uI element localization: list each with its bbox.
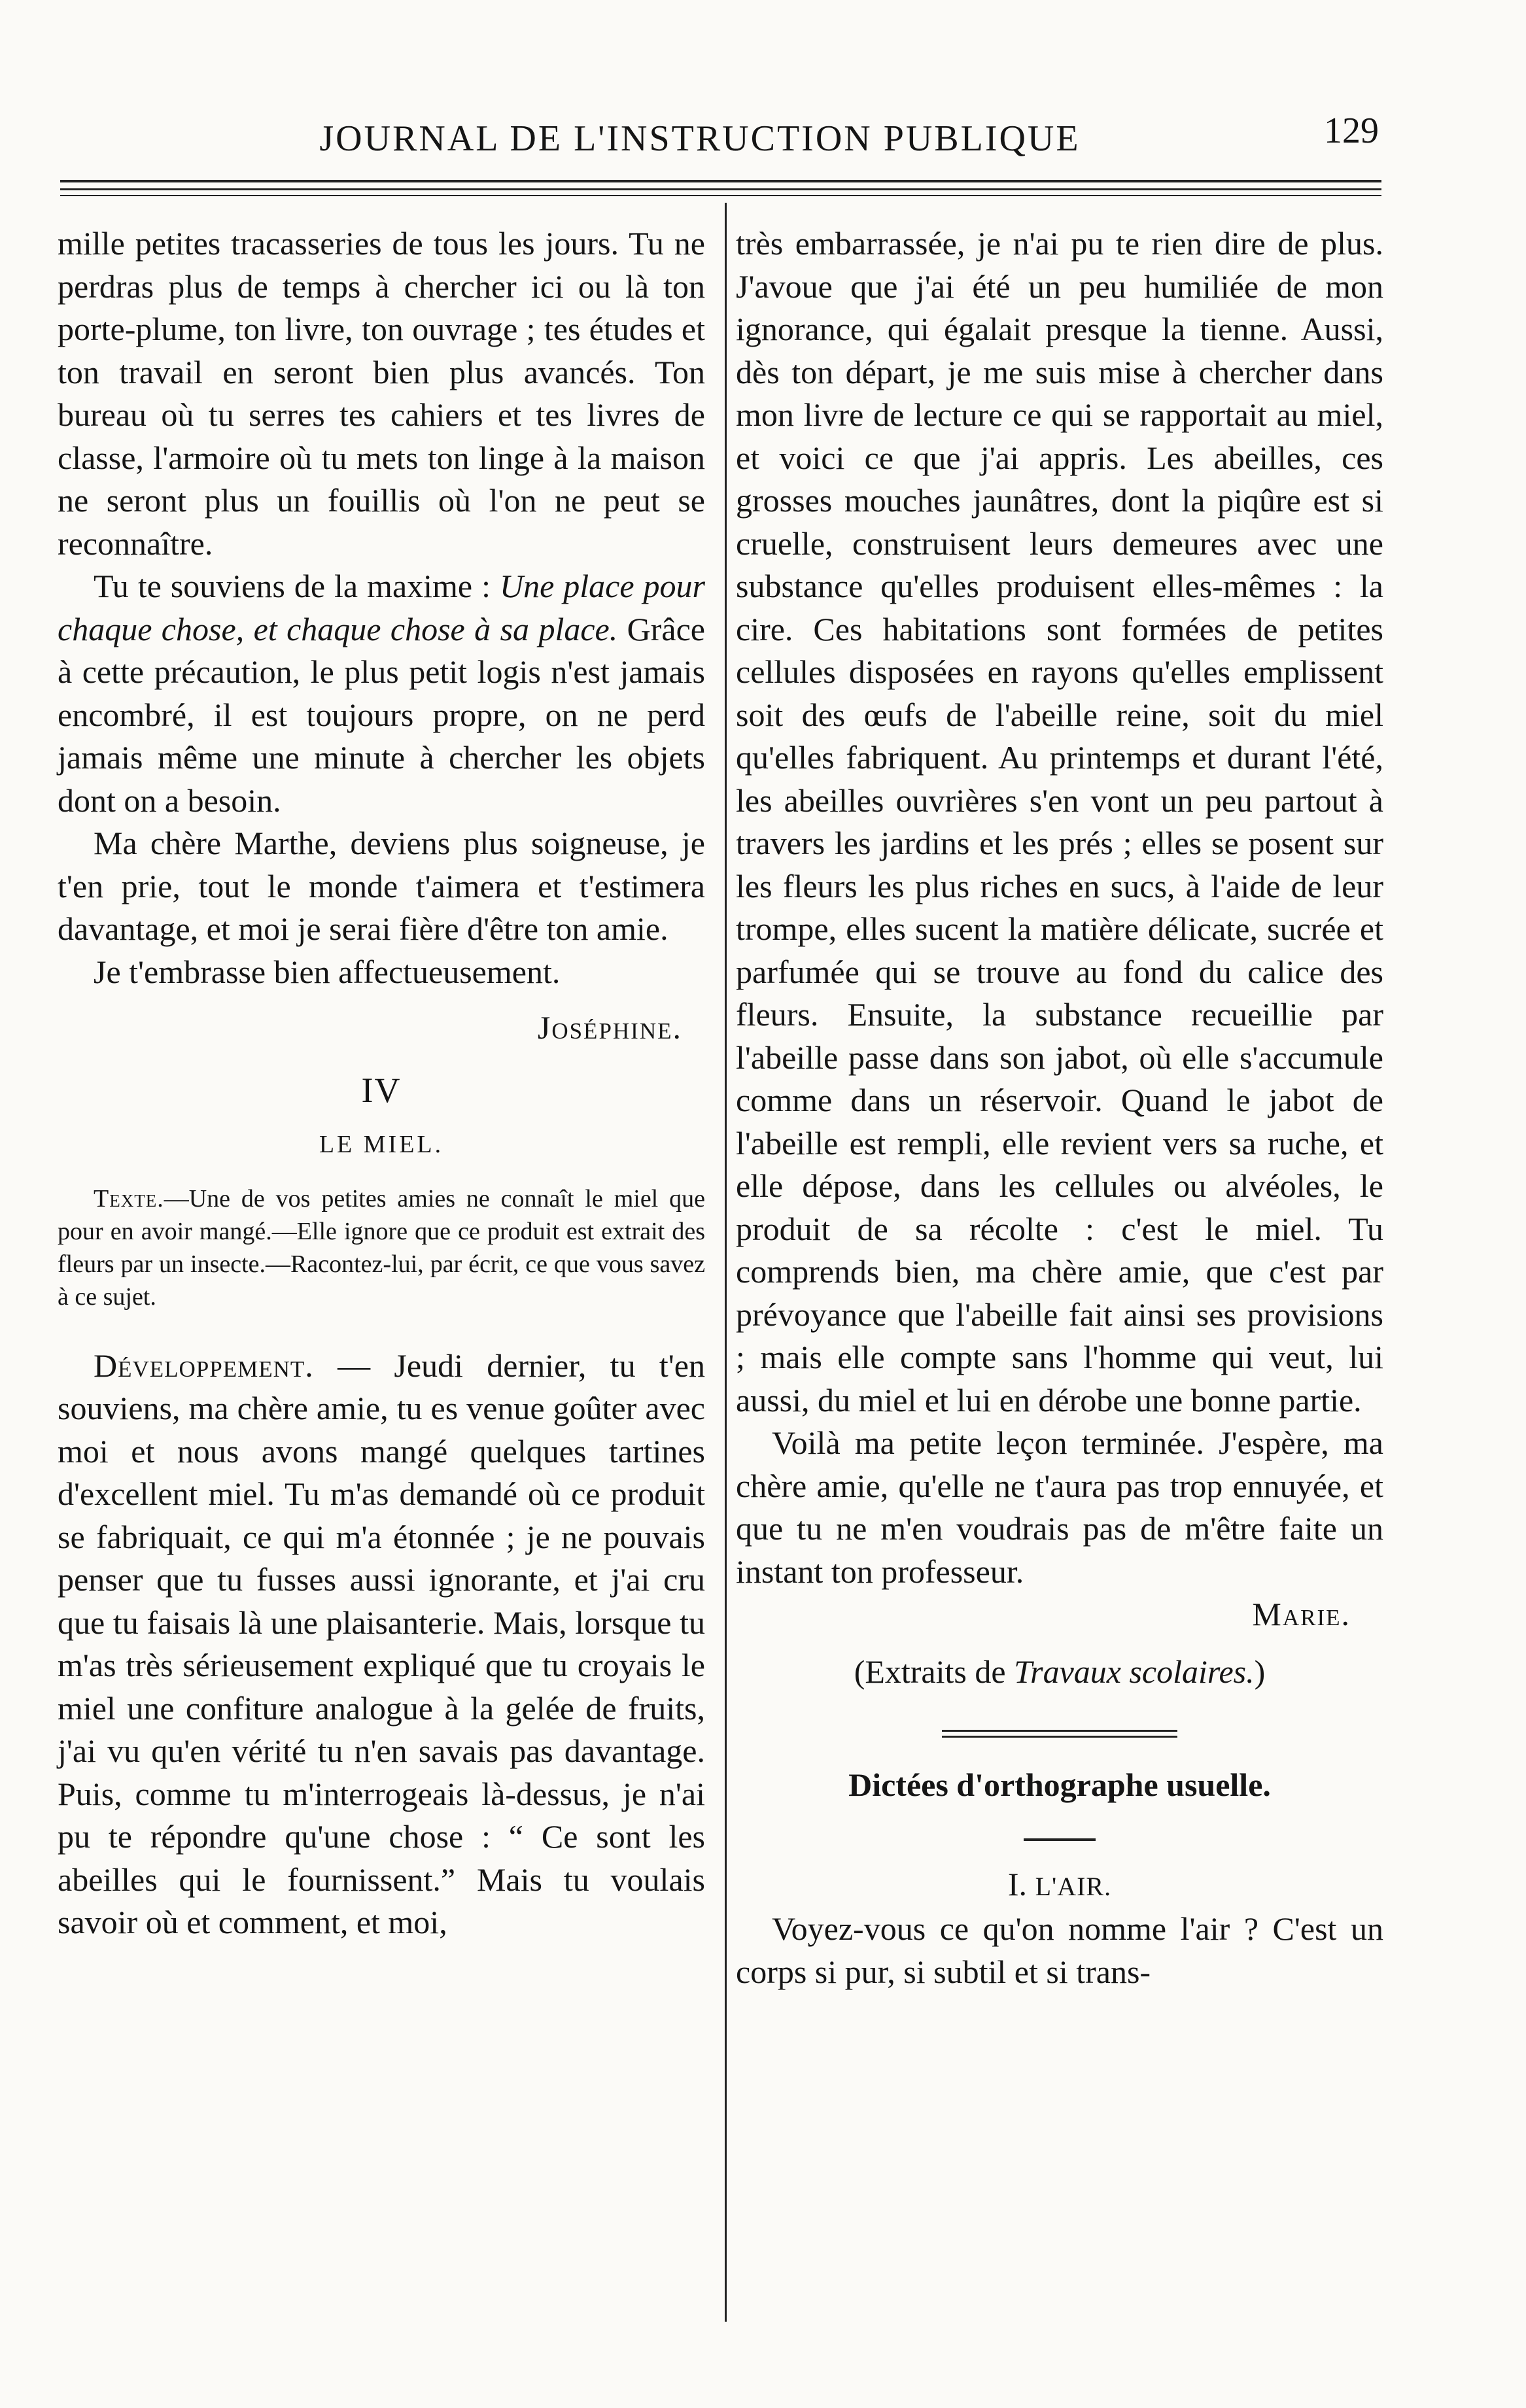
texte-body: —Une de vos petites amies ne connaît le miel que pour en avoir mangé.—Elle ignore que ce produit est extrait des fleurs par un insecte.—Racontez-lui, par écrit, ce que vous savez à ce sujet. bbox=[58, 1184, 705, 1311]
development-label: Développement. bbox=[94, 1347, 314, 1384]
development-paragraph bbox=[58, 1345, 705, 1944]
source-citation: (Extraits de Travaux scolaires.) bbox=[854, 1653, 1266, 1690]
development-body: — Jeudi dernier, tu t'en souviens, ma chère amie, tu es venue goûter avec moi et nous avons mangé quelques tartines d'excellent miel. Tu m'as demandé où ce produit se fabriquait, ce qui m'a étonnée ; je ne pouvais penser que tu fusses aussi ignorante, et j'ai cru que tu faisais là une plaisanterie. Mais, lorsque tu m'as très sérieusement expliqué que tu croyais le miel une confiture analogue à la gelée de fruits, j'ai vu qu'en vérité tu n'en savais pas davantage. Puis, comme tu m'interrogeais là-dessus, je n'ai pu te répondre qu'une chose : “ Ce sont les abeilles qui le fournissent.” Mais tu voulais savoir où et comment, et moi, bbox=[58, 1347, 705, 1940]
signature: Marie. bbox=[1252, 1596, 1351, 1632]
running-title: JOURNAL DE L'INSTRUCTION PUBLIQUE bbox=[319, 118, 1081, 159]
header-rule bbox=[60, 195, 1381, 196]
header-rule bbox=[60, 188, 1381, 190]
maxim-quote: Une place pour chaque chose, et chaque chose à sa place. bbox=[58, 568, 705, 647]
paragraph-maxim bbox=[58, 565, 705, 822]
maxim-end: Grâce à cette précaution, le plus petit logis n'est jamais encombré, il est toujours propre, on ne perd jamais même une minute à chercher les objets dont on a besoin. bbox=[58, 610, 705, 819]
section-separator bbox=[942, 1730, 1177, 1738]
right-column bbox=[736, 222, 1383, 1993]
column-divider bbox=[725, 203, 727, 2322]
title-rule bbox=[1024, 1838, 1096, 1841]
exercise-prompt bbox=[58, 1182, 705, 1313]
paragraph: Je t'embrasse bien affectueusement. bbox=[94, 953, 561, 990]
signature: Joséphine. bbox=[537, 1009, 682, 1046]
paragraph: Voilà ma petite leçon terminée. J'espère, ma chère amie, qu'elle ne t'aura pas trop ennuyée, et que tu ne m'en voudrais pas de m'être faite un instant ton professeur. bbox=[736, 1424, 1383, 1590]
paragraph: Voyez-vous ce qu'on nomme l'air ? C'est un corps si pur, si subtil et si trans- bbox=[736, 1910, 1383, 1990]
dictee-title: Dictées d'orthographe usuelle. bbox=[848, 1766, 1271, 1803]
source-title: Travaux scolaires. bbox=[1014, 1653, 1255, 1690]
paragraph: mille petites tracasseries de tous les jours. Tu ne perdras plus de temps à chercher ici ou là ton porte-plume, ton livre, ton ouvrage ; tes études et ton travail en seront bien plus avancés. Ton bureau où tu serres tes cahiers et tes livres de classe, l'armoire où tu mets ton linge à la maison ne seront plus un fouillis où l'on ne peut se reconnaître. bbox=[58, 225, 705, 562]
section-title: LE MIEL. bbox=[319, 1131, 444, 1158]
subsection-title: L'AIR. bbox=[1035, 1871, 1112, 1901]
header-rule bbox=[60, 180, 1381, 182]
paragraph: Ma chère Marthe, deviens plus soigneuse, je t'en prie, tout le monde t'aimera et t'estimera davantage, et moi je serai fière d'être ton amie. bbox=[58, 825, 705, 947]
paragraph: très embarrassée, je n'ai pu te rien dire de plus. J'avoue que j'ai été un peu humiliée de mon ignorance, qui égalait presque la tienne. Aussi, dès ton départ, je me suis mise à chercher dans mon livre de lecture ce qui se rapportait au miel, et voici ce que j'ai appris. Les abeilles, ces grosses mouches jaunâtres, dont la piqûre est si cruelle, construisent leurs demeures avec une substance qu'elles produisent elles-mêmes : la cire. Ces habitations sont formées de petites cellules disposées en rayons qu'elles emplissent soit des œufs de l'abeille reine, soit du miel qu'elles fabriquent. Au printemps et durant l'été, les abeilles ouvrières s'en vont un peu partout à travers les jardins et les prés ; elles se posent sur les fleurs les plus riches en sucs, à l'aide de leur trompe, elles sucent la matière délicate, sucrée et parfumée qui se trouve au fond du calice des fleurs. Ensuite, la substance recueillie par l'abeille passe dans son jabot, où elle s'accumule comme dans un réservoir. Quand le jabot de l'abeille est rempli, elle revient vers sa ruche, et elle dépose, dans les cellules ou alvéoles, le produit de sa récolte : c'est le miel. Tu comprends bien, ma chère amie, que c'est par prévoyance que l'abeille fait ainsi ses provisions ; mais elle compte sans l'homme qui veut, lui aussi, du miel et lui en dérobe une bonne partie. bbox=[736, 225, 1383, 1419]
maxim-intro: Tu te souviens de la maxime : bbox=[94, 568, 500, 604]
subsection-number: I. bbox=[1007, 1865, 1028, 1902]
left-column bbox=[58, 222, 705, 1944]
texte-label: Texte. bbox=[94, 1184, 164, 1213]
section-number: IV bbox=[361, 1070, 402, 1110]
subsection-heading bbox=[736, 1863, 1383, 1908]
page-number: 129 bbox=[1324, 111, 1379, 151]
